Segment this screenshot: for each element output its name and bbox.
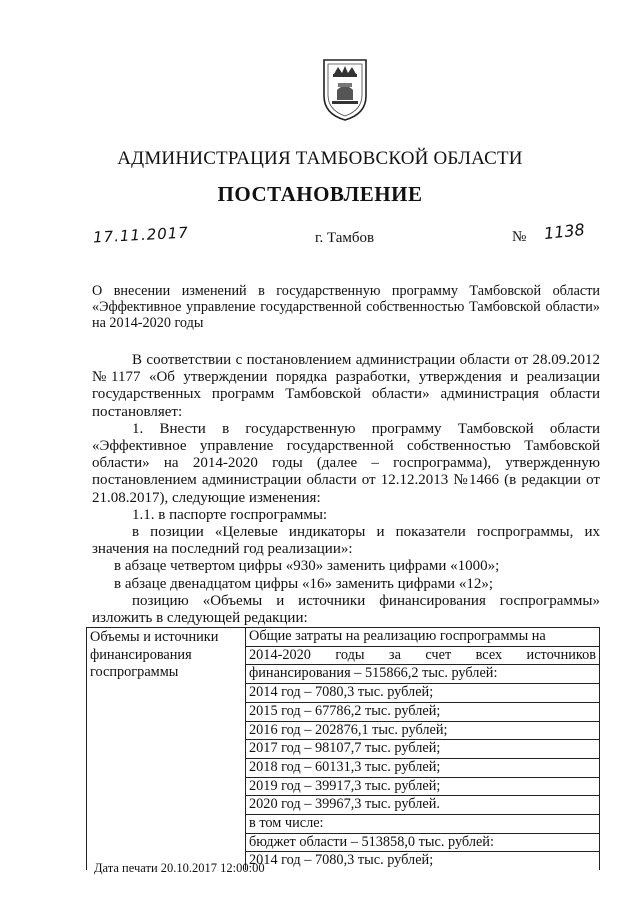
table-line: 2020 год – 39967,3 тыс. рублей. [246,796,599,815]
table-line: 2014 год – 7080,3 тыс. рублей; [249,852,434,869]
paragraph: 1. Внести в государственную программу Тамбовской области «Эффективное управление государственной собственностью Тамбовской области» на 2014-2020 годы (далее – госпрограмма), утвержденную постановлением администрации области от 12.12.2013 №1466 (в редакции от 21.08.2017), следующие изменения: [92,420,600,506]
paragraph: В соответствии с постановлением администрации области от 28.09.2012 №1177 «Об утверждении порядка разработки, утверждения и реализации государственных программ Тамбовской области» администрация области постановляет: [92,352,600,420]
table-line: 2019 год – 39917,3 тыс. рублей; [246,778,599,797]
number-label: № [512,229,527,245]
paragraph: 1.1. в паспорте госпрограммы: [132,506,328,523]
table-line: 2018 год – 60131,3 тыс. рублей; [246,759,599,778]
table-line: в том числе: [246,815,599,834]
table-line: Общие затраты на реализацию госпрограммы на [246,628,599,647]
paragraph: в позиции «Целевые индикаторы и показатели госпрограммы, их значения на последний год реализации»: [92,524,600,558]
table-line: 2014-2020 годы за счет всех источников [246,647,599,666]
table-line: 2017 год – 98107,7 тыс. рублей; [246,740,599,759]
handwritten-number: 1138 [543,219,586,244]
organization-title: АДМИНИСТРАЦИЯ ТАМБОВСКОЙ ОБЛАСТИ [117,148,523,169]
table-line: 2015 год – 67786,2 тыс. рублей; [246,703,599,722]
table-row [87,628,600,871]
print-date: Дата печати 20.10.2017 12:00:00 [94,861,265,875]
document-body [92,352,600,627]
document-subject: О внесении изменений в государственную программу Тамбовской области «Эффективное управление государственной собственностью Тамбовской области» на 2014-2020 годы [92,283,600,331]
paragraph: в абзаце четвертом цифры «930» заменить цифрами «1000»; [114,558,500,575]
paragraph: позицию «Объемы и источники финансирования госпрограммы» изложить в следующей редакции: [92,592,600,627]
table-cell-label: Объемы и источники финансирования госпрограммы [87,628,246,871]
table-line: 2016 год – 202876,1 тыс. рублей; [246,722,599,741]
city: г. Тамбов [315,230,375,246]
paragraph: в абзаце двенадцатом цифры «16» заменить цифрами «12»; [114,575,494,592]
handwritten-date: 17.11.2017 [92,223,190,247]
table-line: 2014 год – 7080,3 тыс. рублей; [246,684,599,703]
table-line: бюджет области – 513858,0 тыс. рублей: [246,834,599,853]
document-type: ПОСТАНОВЛЕНИЕ [217,182,423,206]
table-cell-value [246,628,600,871]
financing-table [86,627,600,870]
table-line: финансирования – 515866,2 тыс. рублей: [246,665,599,684]
coat-of-arms-emblem [318,56,372,122]
